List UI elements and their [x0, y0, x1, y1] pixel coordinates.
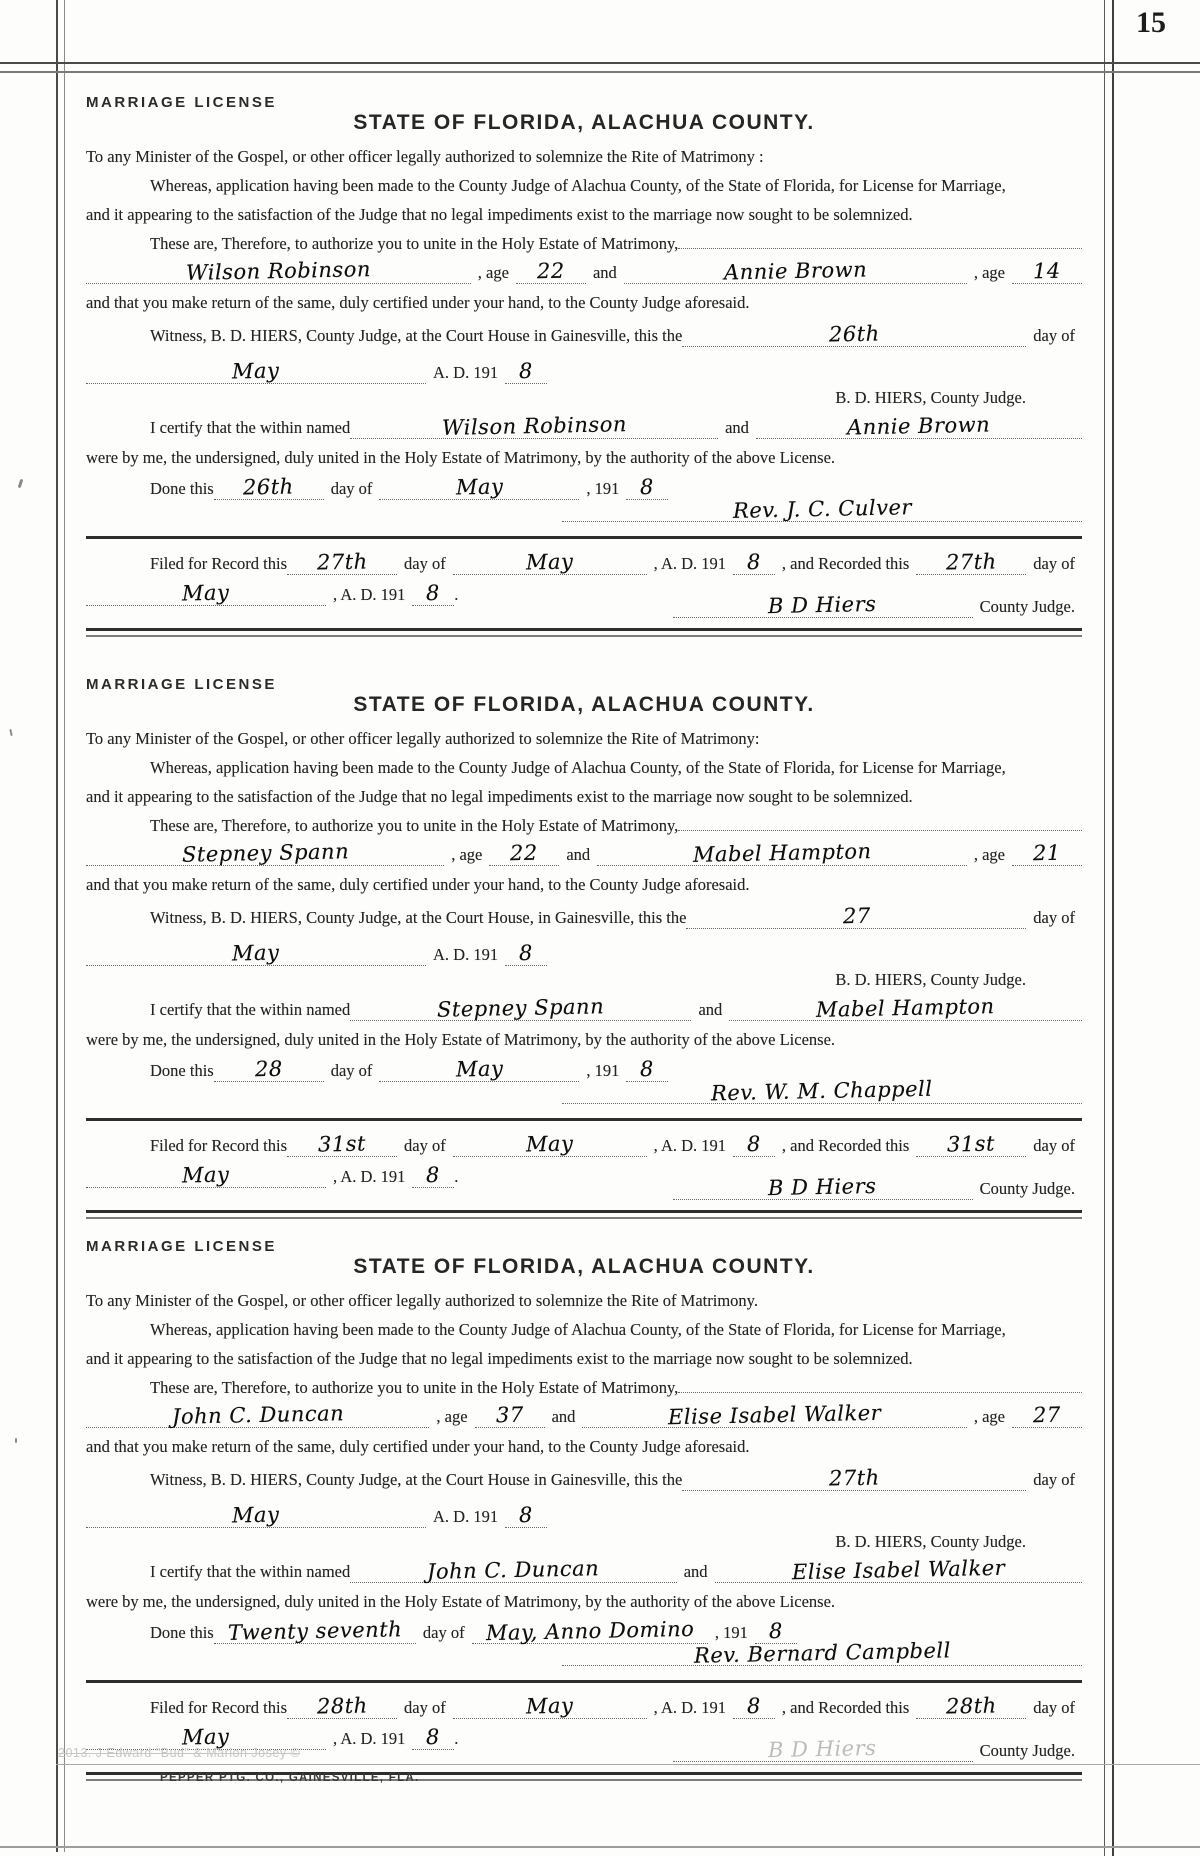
judge-signature-field	[673, 1737, 973, 1762]
bride-name-field	[582, 1400, 966, 1430]
done-label: Done this	[150, 1061, 214, 1080]
certify-groom-field	[350, 1558, 676, 1583]
done-month-field	[379, 475, 579, 500]
and-label: and	[592, 263, 617, 282]
recorded-label: , and Recorded this	[781, 1136, 910, 1155]
authorize-line: These are, Therefore, to authorize you to unite in the Holy Estate of Matrimony,	[150, 234, 679, 253]
day-of-label: day of	[404, 1698, 446, 1717]
and-label: and	[725, 418, 749, 437]
witness-year-field	[505, 941, 547, 966]
blank-fill	[678, 830, 1082, 831]
minister-line: To any Minister of the Gospel, or other officer legally authorized to solemnize the Rite of Matrimony:	[86, 729, 760, 748]
recorded-month-handwriting: May	[182, 1162, 230, 1188]
blank-fill	[678, 248, 1082, 249]
bride-age-handwriting: 21	[1032, 840, 1062, 866]
recorded-day-field	[916, 1694, 1026, 1719]
judge-signature-field	[673, 593, 973, 618]
bride-age-field	[1012, 259, 1082, 284]
done-label: Done this	[150, 1623, 214, 1642]
recorded-day-handwriting: 31st	[947, 1131, 996, 1157]
section-divider	[86, 1680, 1082, 1683]
day-of-label: day of	[1033, 1698, 1075, 1717]
groom-age-handwriting: 22	[510, 840, 539, 866]
form-label: MARRIAGE LICENSE	[86, 1238, 277, 1255]
certify-bride-field	[715, 1555, 1082, 1585]
recorded-day-field	[916, 550, 1026, 575]
filed-month-field	[453, 1694, 647, 1719]
filed-label: Filed for Record this	[150, 1136, 288, 1155]
age-label: , age	[477, 263, 509, 282]
and-label: and	[683, 1562, 708, 1581]
filed-year-field	[733, 1694, 775, 1719]
recorded-month-handwriting: May	[182, 580, 230, 606]
groom-age-handwriting: 22	[536, 258, 566, 284]
witness-year-field	[505, 1503, 547, 1528]
witness-line: Witness, B. D. HIERS, County Judge, at the Court House in Gainesville, this the	[150, 326, 683, 345]
record-divider	[86, 628, 1082, 637]
witness-day-handwriting: 26th	[828, 321, 880, 347]
witness-month-handwriting: May	[232, 358, 280, 384]
witness-day-field	[686, 904, 1026, 929]
recorded-year-handwriting: 8	[426, 580, 441, 606]
certify-bride-handwriting: Elise Isabel Walker	[791, 1555, 1006, 1585]
done-day-handwriting: 26th	[243, 474, 295, 500]
certify-groom-handwriting: John C. Duncan	[427, 1556, 600, 1584]
witness-line: Witness, B. D. HIERS, County Judge, at the Court House, in Gainesville, this the	[150, 908, 687, 927]
bride-age-handwriting: 14	[1032, 258, 1062, 284]
minister-signature-handwriting: Rev. W. M. Chappell	[711, 1076, 933, 1106]
certify-line: I certify that the within named	[150, 1000, 351, 1019]
groom-name-field	[86, 259, 471, 284]
section-divider	[86, 1118, 1082, 1121]
impediments-line: and it appearing to the satisfaction of the Judge that no legal impediments exist to the marriage now sought to be solemnized.	[86, 787, 913, 806]
witness-year-handwriting: 8	[518, 940, 534, 966]
bride-name-handwriting: Elise Isabel Walker	[667, 1400, 882, 1430]
day-of-label: day of	[404, 554, 446, 573]
recorded-day-handwriting: 27th	[945, 549, 997, 575]
recorded-year-field	[412, 1725, 454, 1750]
united-line: were by me, the undersigned, duly united in the Holy Estate of Matrimony, by the authority of the above License.	[86, 1030, 836, 1049]
ad-label: , A. D. 191	[333, 1167, 406, 1186]
witness-month-field	[86, 941, 426, 966]
ad-label: , A. D. 191	[653, 1698, 727, 1717]
groom-name-handwriting: John C. Duncan	[171, 1401, 345, 1429]
certify-line: I certify that the within named	[150, 1562, 351, 1581]
page-number: 15	[1136, 6, 1166, 39]
certify-bride-field	[729, 996, 1082, 1021]
witness-day-handwriting: 27th	[828, 1465, 880, 1491]
filed-month-field	[453, 550, 647, 575]
bride-name-field	[597, 841, 967, 866]
age-label: , age	[973, 845, 1006, 864]
done-day-handwriting: Twenty seventh	[227, 1617, 403, 1645]
right-border-rule	[1112, 0, 1114, 1856]
left-border-rule	[56, 0, 58, 1852]
filed-day-handwriting: 27th	[316, 549, 368, 575]
witness-month-handwriting: May	[232, 1502, 280, 1528]
period: .	[454, 1729, 459, 1748]
certify-groom-handwriting: Wilson Robinson	[441, 412, 627, 440]
groom-name-handwriting: Stepney Spann	[181, 839, 349, 867]
done-month-handwriting: May	[455, 1056, 504, 1082]
form-heading: STATE OF FLORIDA, ALACHUA COUNTY.	[353, 1255, 815, 1278]
witness-month-handwriting: May	[232, 940, 280, 966]
witness-year-handwriting: 8	[518, 1502, 534, 1528]
done-month-field	[472, 1616, 708, 1646]
marriage-license-record-1	[86, 94, 1082, 637]
ad-label: , A. D. 191	[333, 585, 406, 604]
whereas-line: Whereas, application having been made to the County Judge of Alachua County, of the State of Florida, for License for Marriage,	[150, 176, 1006, 195]
filed-day-field	[287, 1132, 397, 1157]
filed-month-field	[453, 1132, 647, 1157]
done-day-field	[214, 475, 324, 500]
groom-age-field	[489, 841, 559, 866]
filed-year-handwriting: 8	[746, 1131, 762, 1157]
top-border-rule	[0, 62, 1200, 64]
done-label: Done this	[150, 479, 214, 498]
filed-label: Filed for Record this	[150, 554, 288, 573]
judge-signature-handwriting: B D Hiers	[768, 1735, 878, 1763]
minister-signature-handwriting: Rev. Bernard Campbell	[693, 1638, 951, 1668]
bride-name-handwriting: Mabel Hampton	[692, 839, 872, 867]
judge-signature-field	[673, 1175, 973, 1200]
ad-label: A. D. 191	[433, 363, 499, 382]
filed-year-field	[733, 1132, 775, 1157]
recorded-year-handwriting: 8	[426, 1162, 441, 1188]
recorded-day-field	[916, 1132, 1026, 1157]
recorded-label: , and Recorded this	[781, 1698, 910, 1717]
filed-day-handwriting: 28th	[316, 1693, 368, 1719]
day-of-label: day of	[422, 1623, 465, 1642]
certify-bride-field	[756, 414, 1082, 439]
witness-year-field	[505, 359, 547, 384]
recorded-month-field	[86, 1163, 326, 1188]
authorize-line: These are, Therefore, to authorize you to unite in the Holy Estate of Matrimony,	[150, 816, 679, 835]
done-year-handwriting: 8	[640, 1056, 655, 1082]
done-day-field	[214, 1619, 416, 1644]
period: .	[454, 585, 459, 604]
ad-label: , A. D. 191	[333, 1729, 406, 1748]
groom-name-handwriting: Wilson Robinson	[185, 257, 372, 285]
filed-year-field	[733, 550, 775, 575]
minister-line: To any Minister of the Gospel, or other officer legally authorized to solemnize the Rite of Matrimony :	[86, 147, 764, 166]
groom-age-field	[475, 1403, 545, 1428]
done-month-handwriting: May	[455, 474, 504, 500]
year-label: , 191	[586, 479, 620, 498]
groom-name-field	[86, 841, 444, 866]
day-of-label: day of	[1033, 1470, 1075, 1489]
age-label: , age	[451, 845, 483, 864]
scan-artifact	[18, 479, 24, 488]
bride-age-field	[1012, 841, 1082, 866]
authorize-line: These are, Therefore, to authorize you to unite in the Holy Estate of Matrimony,	[150, 1378, 679, 1397]
recorded-month-field	[86, 581, 326, 606]
minister-line: To any Minister of the Gospel, or other officer legally authorized to solemnize the Rite of Matrimony.	[86, 1291, 758, 1310]
done-day-handwriting: 28	[254, 1056, 283, 1082]
and-label: and	[566, 845, 591, 864]
ad-label: , A. D. 191	[653, 554, 727, 573]
day-of-label: day of	[330, 479, 373, 498]
minister-signature-handwriting: Rev. J. C. Culver	[732, 495, 912, 523]
filed-year-handwriting: 8	[746, 1693, 762, 1719]
recorded-year-field	[412, 581, 454, 606]
ad-label: , A. D. 191	[653, 1136, 727, 1155]
impediments-line: and it appearing to the satisfaction of the Judge that no legal impediments exist to the marriage now sought to be solemnized.	[86, 205, 913, 224]
and-label: and	[698, 1000, 723, 1019]
certify-bride-handwriting: Mabel Hampton	[816, 994, 996, 1022]
and-label: and	[551, 1407, 576, 1426]
day-of-label: day of	[1033, 908, 1075, 927]
return-line: and that you make return of the same, duly certified under your hand, to the County Judge aforesaid.	[86, 293, 750, 312]
done-day-field	[214, 1057, 324, 1082]
printer-imprint: PEPPER PTG. CO., GAINESVILLE, FLA.	[160, 1772, 420, 1784]
form-heading: STATE OF FLORIDA, ALACHUA COUNTY.	[353, 693, 815, 716]
recorded-year-handwriting: 8	[426, 1724, 441, 1750]
county-judge-label: County Judge.	[979, 597, 1075, 616]
recorded-day-handwriting: 28th	[945, 1693, 997, 1719]
filed-month-handwriting: May	[525, 549, 574, 575]
filed-day-field	[287, 550, 397, 575]
judge-printed-line: B. D. HIERS, County Judge.	[835, 970, 1026, 989]
top-border-rule-thin	[0, 71, 1200, 73]
blank-fill	[678, 1392, 1082, 1393]
filed-year-handwriting: 8	[746, 549, 762, 575]
county-judge-label: County Judge.	[979, 1741, 1075, 1760]
whereas-line: Whereas, application having been made to the County Judge of Alachua County, of the State of Florida, for License for Marriage,	[150, 1320, 1006, 1339]
bride-name-handwriting: Annie Brown	[723, 257, 868, 285]
return-line: and that you make return of the same, duly certified under your hand, to the County Judge aforesaid.	[86, 1437, 750, 1456]
witness-year-handwriting: 8	[518, 358, 534, 384]
minister-signature-field	[562, 1076, 1082, 1106]
done-year-handwriting: 8	[640, 474, 655, 500]
judge-printed-line: B. D. HIERS, County Judge.	[835, 388, 1026, 407]
scan-artifact	[9, 729, 12, 736]
day-of-label: day of	[1033, 554, 1075, 573]
done-month-field	[379, 1057, 579, 1082]
age-label: , age	[973, 263, 1005, 282]
bottom-border-rule	[0, 1846, 1200, 1848]
certify-groom-handwriting: Stepney Spann	[437, 994, 605, 1022]
filed-day-field	[287, 1694, 397, 1719]
witness-month-field	[86, 1503, 426, 1528]
united-line: were by me, the undersigned, duly united in the Holy Estate of Matrimony, by the authority of the above License.	[86, 448, 836, 467]
judge-printed-line: B. D. HIERS, County Judge.	[835, 1532, 1026, 1551]
recorded-label: , and Recorded this	[781, 554, 910, 573]
groom-age-field	[516, 259, 586, 284]
year-label: , 191	[586, 1061, 620, 1080]
filed-month-handwriting: May	[525, 1131, 574, 1157]
witness-line: Witness, B. D. HIERS, County Judge, at the Court House in Gainesville, this the	[150, 1470, 683, 1489]
form-label: MARRIAGE LICENSE	[86, 676, 277, 693]
certify-bride-handwriting: Annie Brown	[847, 412, 991, 440]
impediments-line: and it appearing to the satisfaction of the Judge that no legal impediments exist to the marriage now sought to be solemnized.	[86, 1349, 913, 1368]
marriage-license-record-2	[86, 676, 1082, 1219]
ad-label: A. D. 191	[433, 1507, 499, 1526]
certify-line: I certify that the within named	[150, 418, 351, 437]
judge-signature-handwriting: B D Hiers	[768, 1173, 878, 1201]
witness-day-handwriting: 27	[842, 903, 871, 929]
certify-groom-field	[350, 414, 718, 439]
day-of-label: day of	[1033, 1136, 1075, 1155]
certify-groom-field	[350, 996, 691, 1021]
minister-signature-field	[562, 497, 1082, 522]
day-of-label: day of	[1033, 326, 1075, 345]
scan-artifact	[15, 1438, 17, 1443]
filed-month-handwriting: May	[525, 1693, 574, 1719]
period: .	[454, 1167, 459, 1186]
judge-signature-handwriting: B D Hiers	[768, 591, 878, 619]
year-label: , 191	[714, 1623, 748, 1642]
form-heading: STATE OF FLORIDA, ALACHUA COUNTY.	[353, 111, 815, 134]
day-of-label: day of	[330, 1061, 373, 1080]
bride-name-field	[624, 259, 967, 284]
age-label: , age	[436, 1407, 468, 1426]
marriage-license-record-3	[86, 1238, 1082, 1781]
record-divider	[86, 1210, 1082, 1219]
archival-watermark: 2013. J Edward "Bud" & Marion Josey ©	[58, 1746, 301, 1760]
bride-age-field	[1012, 1403, 1082, 1428]
right-border-rule-thin	[1104, 0, 1105, 1856]
county-judge-label: County Judge.	[979, 1179, 1075, 1198]
recorded-year-field	[412, 1163, 454, 1188]
done-year-handwriting: 8	[768, 1618, 783, 1644]
bride-age-handwriting: 27	[1032, 1402, 1062, 1428]
age-label: , age	[973, 1407, 1006, 1426]
witness-month-field	[86, 359, 426, 384]
witness-day-field	[682, 1466, 1026, 1491]
left-border-rule-thin	[64, 0, 65, 1852]
groom-age-handwriting: 37	[495, 1402, 524, 1428]
minister-signature-field	[562, 1638, 1082, 1668]
filed-day-handwriting: 31st	[317, 1131, 367, 1157]
section-divider	[86, 536, 1082, 539]
filed-label: Filed for Record this	[150, 1698, 288, 1717]
whereas-line: Whereas, application having been made to the County Judge of Alachua County, of the State of Florida, for License for Marriage,	[150, 758, 1006, 777]
done-month-handwriting: May, Anno Domino	[485, 1616, 695, 1646]
united-line: were by me, the undersigned, duly united in the Holy Estate of Matrimony, by the authority of the above License.	[86, 1592, 836, 1611]
recorded-month-handwriting: May	[182, 1724, 230, 1750]
return-line: and that you make return of the same, duly certified under your hand, to the County Judge aforesaid.	[86, 875, 750, 894]
ad-label: A. D. 191	[433, 945, 499, 964]
groom-name-field	[86, 1403, 429, 1428]
day-of-label: day of	[404, 1136, 446, 1155]
witness-day-field	[682, 322, 1026, 347]
form-label: MARRIAGE LICENSE	[86, 94, 277, 111]
